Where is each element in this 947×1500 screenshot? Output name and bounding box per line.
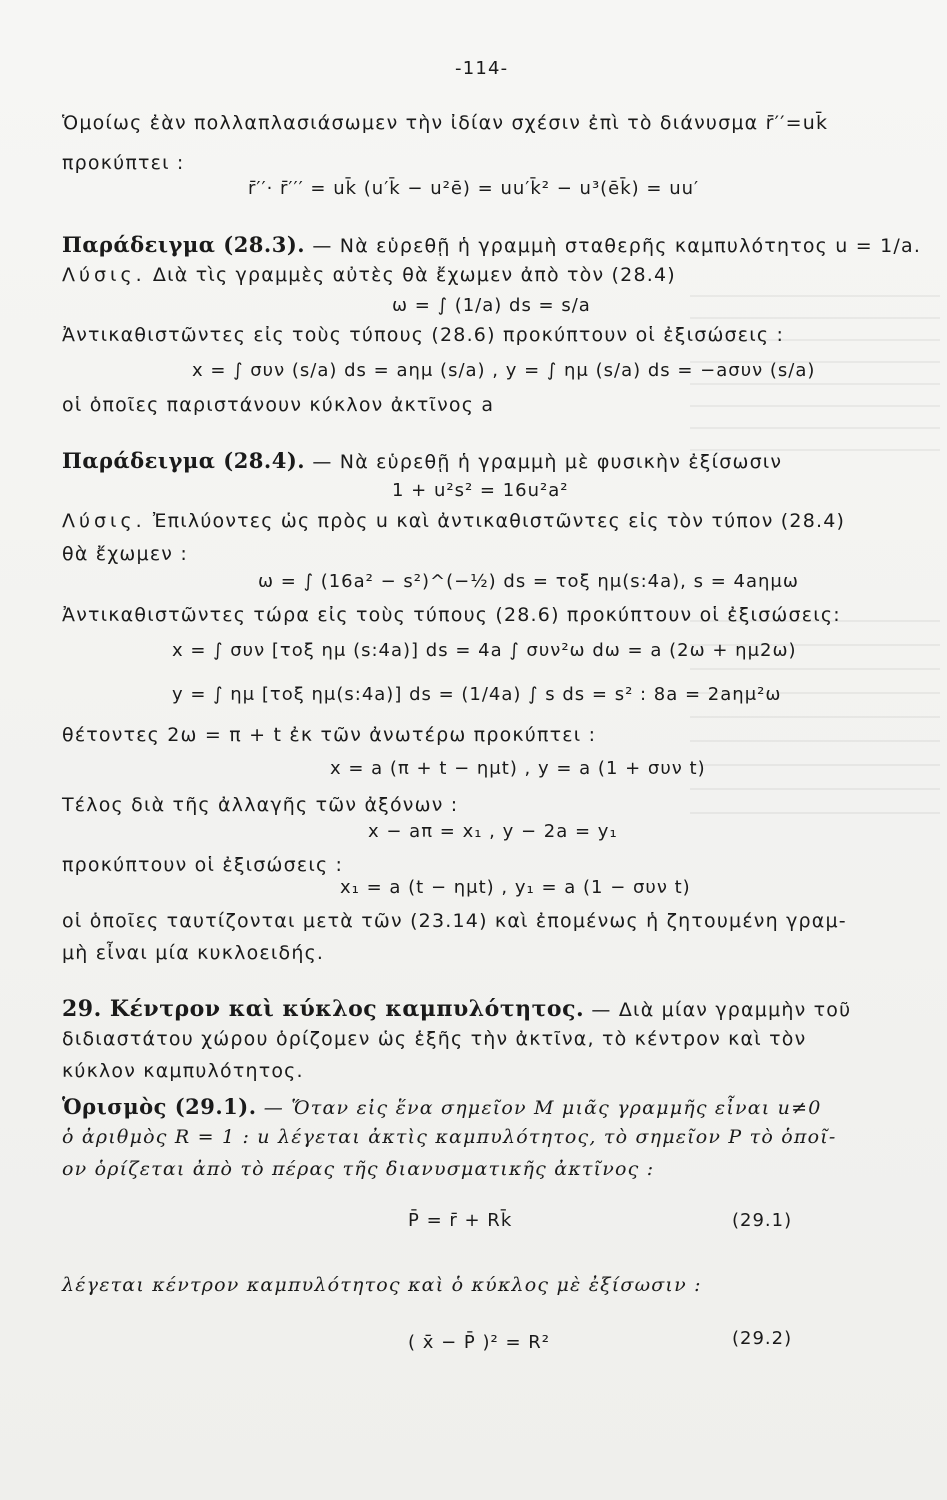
- definition-text: ὁ ἀριθμὸς R = 1 : u λέγεται ἀκτὶς καμπυλότητος, τὸ σημεῖον P τὸ ὁποῖ-: [62, 1126, 837, 1148]
- text-line: Τέλος διὰ τῆς ἀλλαγῆς τῶν ἀξόνων :: [62, 794, 459, 816]
- equation-number: (29.2): [732, 1328, 793, 1349]
- equation: r̄′′· r̄′′′ = uk̄ (u′k̄ − u²ē) = uu′k̄² − u³(ēk̄) = uu′: [248, 178, 700, 199]
- definition-text: λέγεται κέντρον καμπυλότητος καὶ ὁ κύκλος μὲ ἐξίσωσιν :: [62, 1274, 702, 1296]
- page-number: -114-: [455, 58, 509, 79]
- equation: x₁ = a (t − ημt) , y₁ = a (1 − συν t): [340, 877, 691, 898]
- heading-text: — Νὰ εὑρεθῇ ἡ γραμμὴ μὲ φυσικὴν ἐξίσωσιν: [312, 451, 783, 473]
- text-line: διδιαστάτου χώρου ὁρίζομεν ὡς ἑξῆς τὴν ἀκτῖνα, τὸ κέντρον καὶ τὸν: [62, 1028, 807, 1050]
- equation: x = ∫ συν (s/a) ds = aημ (s/a) , y = ∫ ημ (s/a) ds = −aσυν (s/a): [192, 360, 816, 381]
- example-heading-line: [62, 448, 782, 473]
- text-line: Ὁμοίως ἐὰν πολλαπλασιάσωμεν τὴν ἰδίαν σχέσιν ἐπὶ τὸ διάνυσμα r̄′′=uk̄: [62, 112, 829, 134]
- equation: ω = ∫ (1/a) ds = s/a: [392, 295, 591, 316]
- equation-number: (29.1): [732, 1210, 793, 1231]
- text-line: κύκλον καμπυλότητος.: [62, 1060, 304, 1082]
- text-line: θέτοντες 2ω = π + t ἐκ τῶν ἀνωτέρω προκύπτει :: [62, 724, 597, 746]
- heading-text: — Διὰ μίαν γραμμὴν τοῦ: [591, 999, 852, 1021]
- definition-text: ον ὁρίζεται ἀπὸ τὸ πέρας τῆς διανυσματικῆς ἀκτῖνος :: [62, 1158, 655, 1180]
- equation: x = ∫ συν [τοξ ημ (s:4a)] ds = 4a ∫ συν²ω dω = a (2ω + ημ2ω): [172, 640, 797, 661]
- definition-text: — Ὅταν εἰς ἕνα σημεῖον M μιᾶς γραμμῆς εἶναι u≠0: [263, 1097, 822, 1119]
- equation: P̄ = r̄ + Rk̄: [408, 1210, 513, 1231]
- solution-label: Λύσις.: [62, 510, 146, 532]
- text-line: προκύπτει :: [62, 152, 185, 174]
- example-heading: Παράδειγμα (28.4).: [62, 448, 306, 473]
- text-line: Ἀντικαθιστῶντες εἰς τοὺς τύπους (28.6) προκύπτουν οἱ ἐξισώσεις :: [62, 324, 785, 346]
- equation: ( x̄ − P̄ )² = R²: [408, 1332, 550, 1353]
- text-line: οἱ ὁποῖες παριστάνουν κύκλον ἀκτῖνος a: [62, 394, 495, 416]
- text-line: μὴ εἶναι μία κυκλοειδής.: [62, 942, 325, 964]
- definition-heading: Ὁρισμὸς (29.1).: [62, 1094, 257, 1119]
- text-line: προκύπτουν οἱ ἐξισώσεις :: [62, 854, 344, 876]
- equation: y = ∫ ημ [τοξ ημ(s:4a)] ds = (1/4a) ∫ s ds = s² : 8a = 2aημ²ω: [172, 684, 782, 705]
- solution-line: [62, 264, 676, 286]
- text-line: οἱ ὁποῖες ταυτίζονται μετὰ τῶν (23.14) καὶ ἐπομένως ἡ ζητουμένη γραμ-: [62, 910, 847, 932]
- solution-label: Λύσις.: [62, 264, 146, 286]
- example-heading-line: [62, 232, 921, 257]
- equation: x − aπ = x₁ , y − 2a = y₁: [368, 821, 618, 842]
- example-heading: Παράδειγμα (28.3).: [62, 232, 306, 257]
- section-heading: 29. Κέντρον καὶ κύκλος καμπυλότητος.: [62, 996, 585, 1022]
- equation: 1 + u²s² = 16u²a²: [392, 480, 569, 501]
- text-line: θὰ ἔχωμεν :: [62, 543, 188, 565]
- equation: x = a (π + t − ημt) , y = a (1 + συν t): [330, 758, 706, 779]
- solution-text: Διὰ τὶς γραμμὲς αὐτὲς θὰ ἔχωμεν ἀπὸ τὸν (28.4): [152, 264, 676, 286]
- text-line: Ἀντικαθιστῶντες τώρα εἰς τοὺς τύπους (28.6) προκύπτουν οἱ ἐξισώσεις:: [62, 604, 841, 626]
- section-heading-line: [62, 996, 851, 1022]
- solution-text: Ἐπιλύοντες ὡς πρὸς u καὶ ἀντικαθιστῶντες εἰς τὸν τύπον (28.4): [152, 510, 846, 532]
- heading-text: — Νὰ εὑρεθῇ ἡ γραμμὴ σταθερῆς καμπυλότητος u = 1/a.: [312, 235, 922, 257]
- solution-line: [62, 510, 845, 532]
- equation: ω = ∫ (16a² − s²)^(−½) ds = τοξ ημ(s:4a), s = 4aημω: [258, 571, 799, 592]
- definition-heading-line: [62, 1094, 821, 1119]
